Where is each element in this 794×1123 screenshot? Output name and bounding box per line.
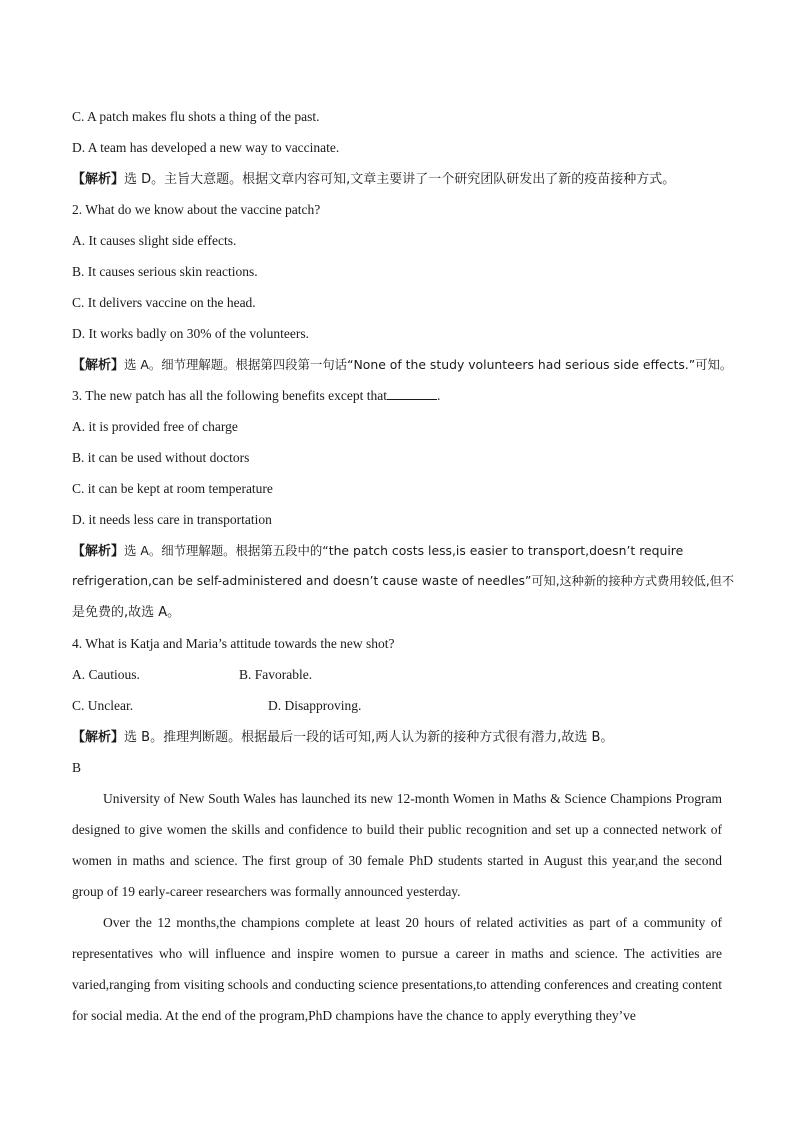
q4-option-a: A. Cautious. [72,667,140,682]
analysis-tag: 【解析】 [72,358,125,373]
passage-paragraph-1: University of New South Wales has launched its new 12-month Women in Maths & Science Champions Program designed to give women the skills and confidence to build their public recognition and set up a connected network of women in maths and science. The first group of 30 female PhD students started in August this year,and the second group of 19 early-career researchers was formally announced yesterday. [72,791,722,899]
q3-question-text: 3. The new patch has all the following benefits except that [72,388,388,403]
q4-options-row-1 [72,659,722,690]
q1-analysis [72,163,722,194]
q4-option-c: C. Unclear. [72,698,134,713]
analysis-text: 选 B。推理判断题。根据最后一段的话可知,两人认为新的接种方式很有潜力,故选 B。 [124,730,614,745]
q3-analysis-line-3: 是免费的,故选 A。 [72,605,181,620]
q3-option-d: D. it needs less care in transportation [72,512,272,527]
q2-option-a: A. It causes slight side effects. [72,233,237,248]
q3-option-c: C. it can be kept at room temperature [72,481,273,496]
q3-analysis-line-1 [72,535,722,566]
q4-option-d: D. Disapproving. [268,698,362,713]
q2-question: 2. What do we know about the vaccine patch? [72,202,321,217]
q2-analysis [72,349,733,380]
passage-paragraph-2: Over the 12 months,the champions complete at least 20 hours of related activities as part of a community of representatives who will influence and inspire women to pursue a career in maths and science. The activities are varied,ranging from visiting schools and conducting science presentations,to attending conferences and creating content for social media. At the end of the program,PhD champions have the chance to apply everything they’ve [72,915,722,1023]
answer-blank [387,385,437,400]
q4-options-row-2 [72,690,722,721]
q2-option-c: C. It delivers vaccine on the head. [72,295,256,310]
q3-question-end: . [437,388,441,403]
analysis-text: 选 A。细节理解题。根据第五段中的“the patch costs less,is easier to transport,doesn’t require [124,543,684,558]
analysis-tag: 【解析】 [72,544,125,559]
q1-option-d: D. A team has developed a new way to vaccinate. [72,140,340,155]
document-page [72,101,735,1031]
analysis-tag: 【解析】 [72,730,125,745]
q4-analysis [72,721,722,752]
q4-question: 4. What is Katja and Maria’s attitude towards the new shot? [72,636,395,651]
q1-option-c: C. A patch makes flu shots a thing of the past. [72,109,320,124]
q2-option-b: B. It causes serious skin reactions. [72,264,258,279]
q3-option-b: B. it can be used without doctors [72,450,250,465]
analysis-tag: 【解析】 [72,172,125,187]
q4-option-b: B. Favorable. [239,667,313,682]
analysis-text: 选 D。主旨大意题。根据文章内容可知,文章主要讲了一个研究团队研发出了新的疫苗接种方式。 [124,172,676,187]
q3-analysis-line-2: refrigeration,can be self-administered and doesn’t cause waste of needles”可知,这种新的接种方式费用较低,但不 [72,574,735,588]
q3-option-a: A. it is provided free of charge [72,419,238,434]
section-b-label: B [72,760,82,775]
q3-question [72,380,722,411]
q2-option-d: D. It works badly on 30% of the volunteers. [72,326,309,341]
analysis-text: 选 A。细节理解题。根据第四段第一句话“None of the study volunteers had serious side effects.”可知。 [124,357,733,372]
